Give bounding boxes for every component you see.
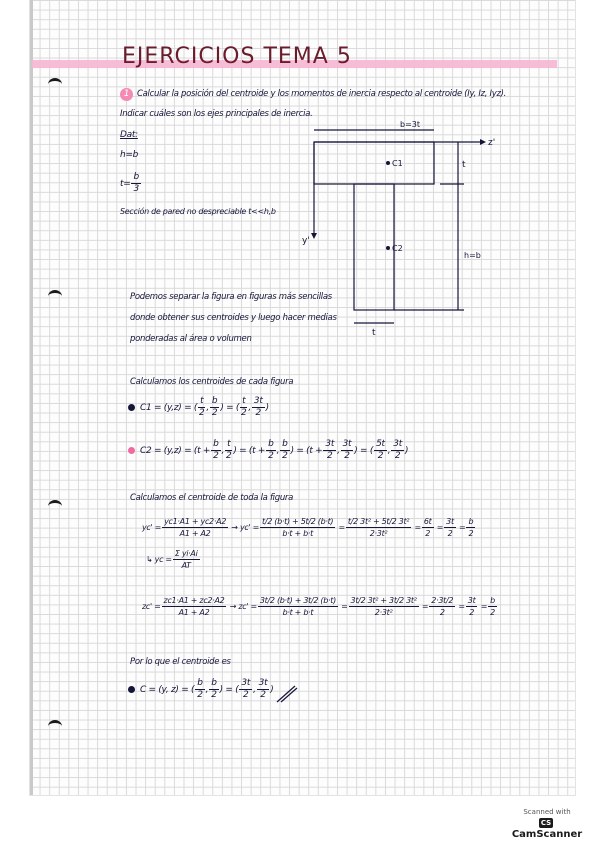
c1-label: C1 xyxy=(392,159,403,168)
yc-equation: yc' = $\frac{yc1\cdot A1 + yc2\cdot A2}{A1 + A2}$ → yc' = $\frac{t/2 (b\cdot t) + 5t/2 (b\cdot t)}{b\cdot t + b\cdot t}$ = $\frac{\text{t/2 3t² + 5t/2 3t²}}{\text{2·3t²}}$ = $\frac{6t}{2}$ = $\frac{3t}{2}$ = $\frac{b}{2}$ xyxy=(142,517,474,538)
data-h: h=b xyxy=(120,150,139,160)
result-double-underline xyxy=(275,682,299,704)
c2-label: C2 xyxy=(392,244,403,253)
conclusion-line: Por lo que el centroide es xyxy=(130,657,231,667)
explanation-line3: ponderadas al área o volumen xyxy=(130,334,252,344)
general-centroid-formula: ↳ yc = $\frac{\text{Σ yi·Ai}}{AT}$ xyxy=(146,549,198,570)
camscanner-watermark xyxy=(505,808,589,840)
notebook-page xyxy=(30,0,575,795)
binder-hole xyxy=(48,78,62,91)
h-label: h=b xyxy=(464,251,481,260)
b-label: b=3t xyxy=(400,120,421,129)
binder-hole xyxy=(48,720,62,733)
z-axis-label: z' xyxy=(488,138,496,148)
c1-equation: C1 = (y,z) = ( $\frac{t}{2}$ , $\frac{b}{2}$ ) = ( $\frac{t}{2}$ , $\frac{3t}{2}$ ) xyxy=(128,396,269,419)
statement-text: Calcular la posición del centroide y los momentos de inercia respecto al centroide (Iy, Iz, Iyz). xyxy=(137,89,507,99)
camscanner-logo: CSCamScanner xyxy=(511,819,583,840)
page-edge xyxy=(30,0,33,795)
scanned-with-text: Scanned with xyxy=(523,808,571,816)
data-t: t= $\frac{b}{3}$ xyxy=(120,172,139,194)
centroids-heading: Calculamos los centroides de cada figura xyxy=(130,377,294,387)
t-section-figure xyxy=(300,115,540,340)
t-label: t xyxy=(462,160,466,170)
exercise-number: 1 xyxy=(120,88,133,101)
zc-equation: zc' = $\frac{zc1\cdot A1 + zc2\cdot A2}{A1 + A2}$ → zc' = $\frac{3t/2 (b\cdot t) + 3t/2 (b\cdot t)}{b\cdot t + b\cdot t}$ = $\frac{\text{3t/2 3t² + 3t/2 3t²}}{\text{2·3t²}}$ = $\frac{2\cdot 3t/2}{2}$ = $\frac{3t}{2}$ = $\frac{b}{2}$ xyxy=(142,596,495,617)
c1-point xyxy=(386,161,390,165)
binder-hole xyxy=(48,500,62,513)
whole-heading: Calculamos el centroide de toda la figura xyxy=(130,493,294,503)
c2-equation: C2 = (y,z) = (t + $\frac{b}{2}$ , $\frac{t}{2}$ ) = (t + $\frac{b}{2}$ , $\frac{b}{2}$ ) = (t + $\frac{3t}{2}$ , $\frac{3t}{2}$ ) = ( $\frac{5t}{2}$ , $\frac{3t}{2}$ ) xyxy=(128,439,408,462)
explanation-line2: donde obtener sus centroides y luego hacer medias xyxy=(130,313,337,323)
data-label: Dat: xyxy=(120,130,138,140)
final-centroid: C = (y, z) = ( $\frac{b}{2}$ , $\frac{b}{2}$ ) = ( $\frac{3t}{2}$ , $\frac{3t}{2}$ ) xyxy=(128,678,274,701)
page-title: EJERCICIOS TEMA 5 xyxy=(122,44,352,69)
binder-hole xyxy=(48,290,62,303)
thin-wall-note: Sección de pared no despreciable t<<h,b xyxy=(120,207,276,216)
explanation-line1: Podemos separar la figura en figuras más sencillas xyxy=(130,292,332,302)
flange-rect xyxy=(314,142,434,184)
exercise-statement-line2: Indicar cuáles son los ejes principales de inercia. xyxy=(120,109,313,119)
exercise-statement-line1 xyxy=(120,88,506,101)
c2-point xyxy=(386,246,390,250)
y-axis-label: y' xyxy=(302,236,310,246)
t-bottom-label: t xyxy=(372,328,376,338)
